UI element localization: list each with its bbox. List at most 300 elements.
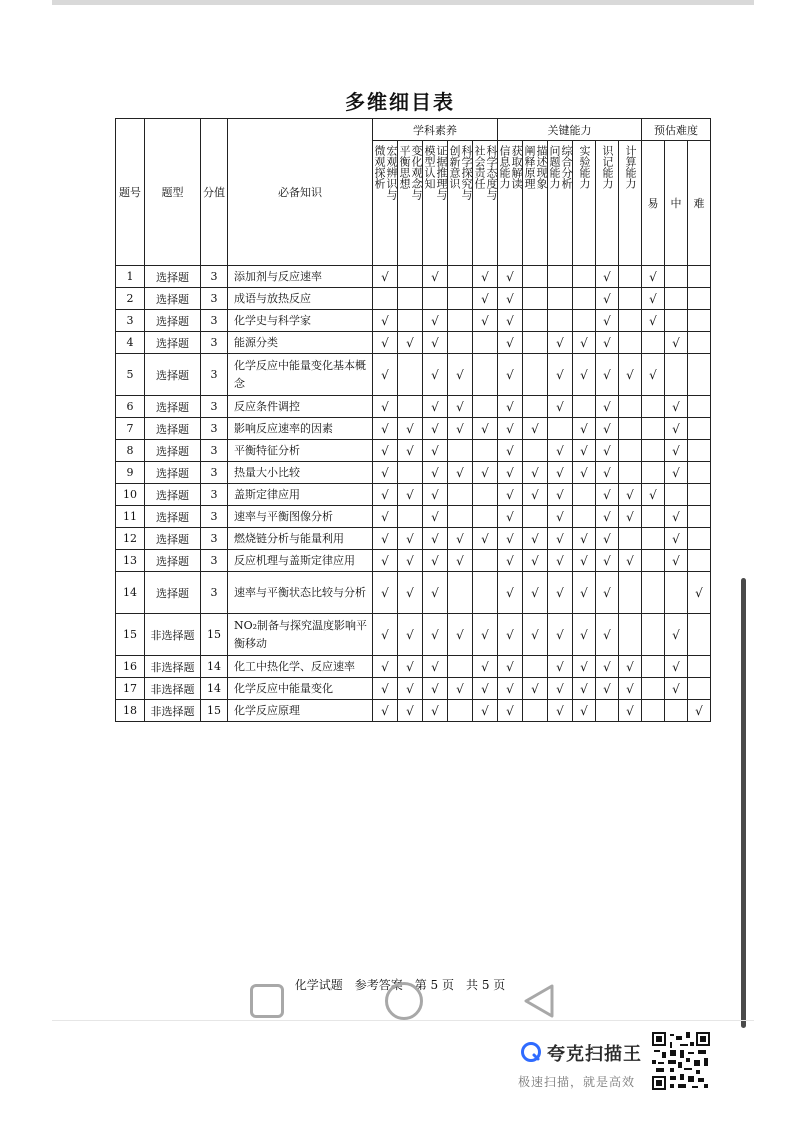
- check-cell: [448, 572, 473, 614]
- check-cell: [619, 418, 642, 440]
- check-cell: √: [596, 550, 619, 572]
- check-cell: √: [498, 484, 523, 506]
- check-cell: [688, 550, 711, 572]
- check-cell: √: [448, 396, 473, 418]
- cell-knowledge: 化学反应中能量变化基本概念: [228, 354, 373, 396]
- cell-type: 选择题: [145, 396, 201, 418]
- cell-type: 选择题: [145, 310, 201, 332]
- check-cell: √: [596, 462, 619, 484]
- check-cell: √: [498, 572, 523, 614]
- scrollbar[interactable]: [741, 578, 746, 1028]
- check-cell: √: [373, 332, 398, 354]
- check-cell: √: [665, 418, 688, 440]
- check-cell: √: [619, 506, 642, 528]
- check-cell: √: [596, 678, 619, 700]
- cell-num: 12: [116, 528, 145, 550]
- cell-num: 17: [116, 678, 145, 700]
- cell-num: 4: [116, 332, 145, 354]
- check-cell: [688, 332, 711, 354]
- cell-knowledge: 速率与平衡图像分析: [228, 506, 373, 528]
- check-cell: √: [665, 462, 688, 484]
- cell-type: 非选择题: [145, 700, 201, 722]
- check-cell: √: [596, 310, 619, 332]
- check-cell: [688, 440, 711, 462]
- cell-num: 16: [116, 656, 145, 678]
- check-cell: [665, 572, 688, 614]
- table-row: [116, 678, 711, 700]
- table-row: [116, 656, 711, 678]
- check-cell: [473, 396, 498, 418]
- check-cell: √: [596, 572, 619, 614]
- check-cell: [523, 506, 548, 528]
- check-cell: [523, 396, 548, 418]
- cell-score: 3: [201, 288, 228, 310]
- check-cell: [398, 506, 423, 528]
- check-cell: √: [619, 354, 642, 396]
- check-cell: √: [498, 506, 523, 528]
- check-cell: [619, 462, 642, 484]
- header-literacy-group: 学科素养: [373, 119, 498, 141]
- check-cell: √: [373, 354, 398, 396]
- check-cell: [523, 700, 548, 722]
- cell-type: 选择题: [145, 354, 201, 396]
- cell-type: 选择题: [145, 266, 201, 288]
- brand-tagline: 极速扫描，就是高效: [518, 1075, 636, 1089]
- header-literacy-2: 变化观念与 平衡思想: [398, 141, 423, 266]
- header-difficulty-3: 难: [688, 141, 711, 266]
- check-cell: [448, 266, 473, 288]
- check-cell: √: [642, 354, 665, 396]
- check-cell: √: [423, 354, 448, 396]
- cell-score: 14: [201, 678, 228, 700]
- header-literacy-5: 科学态度与 社会责任: [473, 141, 498, 266]
- cell-type: 选择题: [145, 462, 201, 484]
- check-cell: √: [473, 614, 498, 656]
- cell-score: 3: [201, 550, 228, 572]
- cell-knowledge: 反应条件调控: [228, 396, 373, 418]
- check-cell: √: [473, 418, 498, 440]
- table-row: [116, 418, 711, 440]
- check-cell: √: [373, 310, 398, 332]
- check-cell: √: [619, 678, 642, 700]
- brand-name: 夸克扫描王: [547, 1044, 642, 1065]
- header-difficulty-group: 预估难度: [642, 119, 711, 141]
- back-button[interactable]: [520, 983, 560, 1019]
- table-row: [116, 506, 711, 528]
- check-cell: √: [423, 700, 448, 722]
- check-cell: [473, 572, 498, 614]
- check-cell: √: [573, 700, 596, 722]
- cell-knowledge: 平衡特征分析: [228, 440, 373, 462]
- check-cell: √: [548, 572, 573, 614]
- header-ability-2: 描述现象 阐释原理: [523, 141, 548, 266]
- cell-num: 11: [116, 506, 145, 528]
- check-cell: √: [373, 678, 398, 700]
- check-cell: [448, 506, 473, 528]
- check-cell: [523, 332, 548, 354]
- check-cell: [523, 354, 548, 396]
- cell-knowledge: 化工中热化学、反应速率: [228, 656, 373, 678]
- cell-num: 8: [116, 440, 145, 462]
- check-cell: √: [398, 550, 423, 572]
- check-cell: √: [548, 462, 573, 484]
- check-cell: [473, 440, 498, 462]
- check-cell: √: [423, 506, 448, 528]
- check-cell: √: [523, 484, 548, 506]
- check-cell: √: [573, 462, 596, 484]
- cell-score: 3: [201, 332, 228, 354]
- header-literacy-4: 科学探究与 创新意识: [448, 141, 473, 266]
- check-cell: [665, 354, 688, 396]
- cell-knowledge: 影响反应速率的因素: [228, 418, 373, 440]
- check-cell: √: [423, 656, 448, 678]
- check-cell: [373, 288, 398, 310]
- check-cell: √: [523, 614, 548, 656]
- header-ability-group: 关键能力: [498, 119, 642, 141]
- check-cell: [448, 288, 473, 310]
- check-cell: √: [398, 484, 423, 506]
- cell-knowledge: 速率与平衡状态比较与分析: [228, 572, 373, 614]
- check-cell: √: [498, 418, 523, 440]
- check-cell: [398, 462, 423, 484]
- table-row: [116, 354, 711, 396]
- check-cell: √: [373, 550, 398, 572]
- check-cell: √: [423, 440, 448, 462]
- check-cell: √: [642, 288, 665, 310]
- check-cell: √: [573, 440, 596, 462]
- cell-num: 13: [116, 550, 145, 572]
- check-cell: √: [423, 484, 448, 506]
- check-cell: √: [548, 354, 573, 396]
- check-cell: [688, 484, 711, 506]
- check-cell: [548, 266, 573, 288]
- check-cell: √: [498, 462, 523, 484]
- check-cell: √: [423, 332, 448, 354]
- check-cell: √: [448, 528, 473, 550]
- check-cell: [619, 572, 642, 614]
- check-cell: √: [498, 288, 523, 310]
- header-ability-3: 综合分析 问题能力: [548, 141, 573, 266]
- check-cell: [642, 700, 665, 722]
- check-cell: √: [665, 440, 688, 462]
- check-cell: √: [473, 678, 498, 700]
- check-cell: √: [573, 332, 596, 354]
- table-row: [116, 528, 711, 550]
- check-cell: √: [498, 310, 523, 332]
- check-cell: √: [573, 528, 596, 550]
- cell-type: 选择题: [145, 550, 201, 572]
- check-cell: [398, 288, 423, 310]
- check-cell: [448, 310, 473, 332]
- cell-knowledge: 添加剂与反应速率: [228, 266, 373, 288]
- cell-knowledge: 能源分类: [228, 332, 373, 354]
- cell-score: 3: [201, 462, 228, 484]
- check-cell: √: [596, 332, 619, 354]
- check-cell: √: [665, 332, 688, 354]
- cell-score: 3: [201, 418, 228, 440]
- check-cell: √: [448, 678, 473, 700]
- check-cell: √: [523, 678, 548, 700]
- check-cell: √: [423, 678, 448, 700]
- table-row: [116, 484, 711, 506]
- check-cell: [688, 288, 711, 310]
- cell-num: 14: [116, 572, 145, 614]
- check-cell: √: [498, 266, 523, 288]
- check-cell: [619, 396, 642, 418]
- cell-knowledge: 盖斯定律应用: [228, 484, 373, 506]
- check-cell: [688, 656, 711, 678]
- check-cell: √: [596, 656, 619, 678]
- check-cell: [688, 614, 711, 656]
- check-cell: √: [398, 656, 423, 678]
- check-cell: √: [473, 310, 498, 332]
- header-score: 分值: [201, 119, 228, 266]
- table-row: [116, 440, 711, 462]
- check-cell: √: [498, 332, 523, 354]
- check-cell: [473, 354, 498, 396]
- check-cell: [473, 484, 498, 506]
- header-difficulty-2: 中: [665, 141, 688, 266]
- check-cell: √: [398, 678, 423, 700]
- check-cell: √: [423, 528, 448, 550]
- check-cell: √: [688, 700, 711, 722]
- check-cell: [448, 700, 473, 722]
- check-cell: √: [573, 614, 596, 656]
- check-cell: √: [473, 656, 498, 678]
- check-cell: √: [596, 354, 619, 396]
- check-cell: [642, 614, 665, 656]
- check-cell: [523, 440, 548, 462]
- check-cell: [688, 506, 711, 528]
- check-cell: √: [398, 614, 423, 656]
- check-cell: √: [498, 656, 523, 678]
- check-cell: [642, 528, 665, 550]
- check-cell: √: [665, 528, 688, 550]
- check-cell: √: [373, 418, 398, 440]
- check-cell: [523, 310, 548, 332]
- cell-score: 3: [201, 528, 228, 550]
- header-ability-6: 计算能力: [619, 141, 642, 266]
- specification-table: [115, 118, 711, 722]
- check-cell: [398, 354, 423, 396]
- table-row: [116, 550, 711, 572]
- check-cell: √: [619, 550, 642, 572]
- page-title: 多维细目表: [345, 90, 455, 114]
- cell-knowledge: 化学反应中能量变化: [228, 678, 373, 700]
- check-cell: √: [596, 506, 619, 528]
- check-cell: [642, 440, 665, 462]
- check-cell: [688, 528, 711, 550]
- qr-code-icon: [652, 1032, 710, 1090]
- check-cell: √: [398, 332, 423, 354]
- cell-num: 2: [116, 288, 145, 310]
- check-cell: √: [373, 506, 398, 528]
- check-cell: √: [373, 656, 398, 678]
- check-cell: [688, 354, 711, 396]
- check-cell: √: [498, 354, 523, 396]
- check-cell: √: [523, 572, 548, 614]
- cell-knowledge: 燃烧链分析与能量利用: [228, 528, 373, 550]
- cell-knowledge: 成语与放热反应: [228, 288, 373, 310]
- check-cell: √: [548, 332, 573, 354]
- check-cell: √: [523, 462, 548, 484]
- check-cell: √: [548, 440, 573, 462]
- check-cell: √: [596, 266, 619, 288]
- header-literacy-3: 证据推理与 模型认知: [423, 141, 448, 266]
- header-num: 题号: [116, 119, 145, 266]
- cell-num: 18: [116, 700, 145, 722]
- check-cell: √: [619, 656, 642, 678]
- check-cell: [665, 288, 688, 310]
- header-ability-5: 识记能力: [596, 141, 619, 266]
- check-cell: √: [596, 396, 619, 418]
- check-cell: √: [373, 614, 398, 656]
- check-cell: √: [423, 396, 448, 418]
- table-row: [116, 288, 711, 310]
- check-cell: √: [498, 396, 523, 418]
- cell-type: 非选择题: [145, 614, 201, 656]
- divider: [52, 1020, 754, 1021]
- check-cell: √: [548, 656, 573, 678]
- check-cell: [573, 288, 596, 310]
- cell-score: 15: [201, 614, 228, 656]
- check-cell: √: [423, 572, 448, 614]
- check-cell: [573, 484, 596, 506]
- check-cell: √: [596, 528, 619, 550]
- check-cell: [642, 572, 665, 614]
- cell-score: 3: [201, 310, 228, 332]
- check-cell: √: [596, 614, 619, 656]
- check-cell: √: [619, 484, 642, 506]
- cell-num: 15: [116, 614, 145, 656]
- check-cell: [642, 418, 665, 440]
- cell-score: 3: [201, 440, 228, 462]
- check-cell: √: [448, 354, 473, 396]
- check-cell: [642, 678, 665, 700]
- check-cell: [642, 396, 665, 418]
- check-cell: √: [665, 396, 688, 418]
- cell-score: 3: [201, 572, 228, 614]
- cell-type: 选择题: [145, 332, 201, 354]
- table-row: [116, 266, 711, 288]
- check-cell: [448, 656, 473, 678]
- check-cell: [573, 396, 596, 418]
- check-cell: [548, 288, 573, 310]
- check-cell: [448, 440, 473, 462]
- home-button[interactable]: [385, 982, 423, 1020]
- cell-num: 7: [116, 418, 145, 440]
- check-cell: √: [398, 440, 423, 462]
- cell-knowledge: 热量大小比较: [228, 462, 373, 484]
- cell-score: 3: [201, 266, 228, 288]
- cell-num: 3: [116, 310, 145, 332]
- check-cell: √: [373, 700, 398, 722]
- header-ability-1: 获取解读 信息能力: [498, 141, 523, 266]
- check-cell: √: [548, 528, 573, 550]
- check-cell: √: [596, 288, 619, 310]
- check-cell: √: [473, 288, 498, 310]
- check-cell: √: [448, 550, 473, 572]
- check-cell: √: [573, 572, 596, 614]
- check-cell: [665, 266, 688, 288]
- check-cell: √: [398, 418, 423, 440]
- check-cell: √: [688, 572, 711, 614]
- table-row: [116, 700, 711, 722]
- check-cell: √: [398, 572, 423, 614]
- check-cell: [619, 614, 642, 656]
- table-row: [116, 572, 711, 614]
- check-cell: √: [373, 484, 398, 506]
- check-cell: √: [498, 528, 523, 550]
- cell-num: 6: [116, 396, 145, 418]
- check-cell: √: [523, 550, 548, 572]
- check-cell: √: [665, 678, 688, 700]
- cell-knowledge: 反应机理与盖斯定律应用: [228, 550, 373, 572]
- check-cell: [688, 266, 711, 288]
- check-cell: [619, 528, 642, 550]
- check-cell: √: [398, 700, 423, 722]
- quark-logo-icon: [521, 1042, 541, 1062]
- top-scroll-edge: [52, 0, 754, 5]
- cell-knowledge: 化学史与科学家: [228, 310, 373, 332]
- check-cell: √: [373, 266, 398, 288]
- table-row: [116, 310, 711, 332]
- header-literacy-1: 宏观辨识与 微观探析: [373, 141, 398, 266]
- check-cell: √: [573, 678, 596, 700]
- check-cell: [642, 506, 665, 528]
- check-cell: √: [448, 418, 473, 440]
- check-cell: √: [423, 550, 448, 572]
- cell-type: 选择题: [145, 484, 201, 506]
- header-difficulty-1: 易: [642, 141, 665, 266]
- cell-type: 选择题: [145, 418, 201, 440]
- check-cell: √: [448, 462, 473, 484]
- check-cell: √: [498, 550, 523, 572]
- check-cell: √: [548, 700, 573, 722]
- check-cell: √: [573, 418, 596, 440]
- check-cell: √: [498, 678, 523, 700]
- check-cell: √: [642, 310, 665, 332]
- page-footer: 化学试题 参考答案 第 5 页 共 5 页: [294, 978, 506, 992]
- check-cell: √: [373, 396, 398, 418]
- check-cell: [688, 310, 711, 332]
- check-cell: √: [423, 614, 448, 656]
- check-cell: √: [423, 310, 448, 332]
- cell-type: 选择题: [145, 572, 201, 614]
- cell-num: 5: [116, 354, 145, 396]
- check-cell: [688, 462, 711, 484]
- check-cell: [448, 484, 473, 506]
- check-cell: √: [665, 656, 688, 678]
- check-cell: √: [373, 440, 398, 462]
- cell-type: 选择题: [145, 506, 201, 528]
- check-cell: √: [596, 440, 619, 462]
- check-cell: √: [548, 484, 573, 506]
- check-cell: √: [373, 462, 398, 484]
- cell-score: 3: [201, 354, 228, 396]
- check-cell: √: [619, 700, 642, 722]
- recent-apps-button[interactable]: [250, 984, 284, 1018]
- check-cell: √: [573, 550, 596, 572]
- check-cell: √: [596, 418, 619, 440]
- check-cell: √: [523, 418, 548, 440]
- check-cell: √: [665, 506, 688, 528]
- check-cell: √: [548, 678, 573, 700]
- check-cell: [473, 506, 498, 528]
- check-cell: [398, 310, 423, 332]
- table-row: [116, 462, 711, 484]
- cell-num: 9: [116, 462, 145, 484]
